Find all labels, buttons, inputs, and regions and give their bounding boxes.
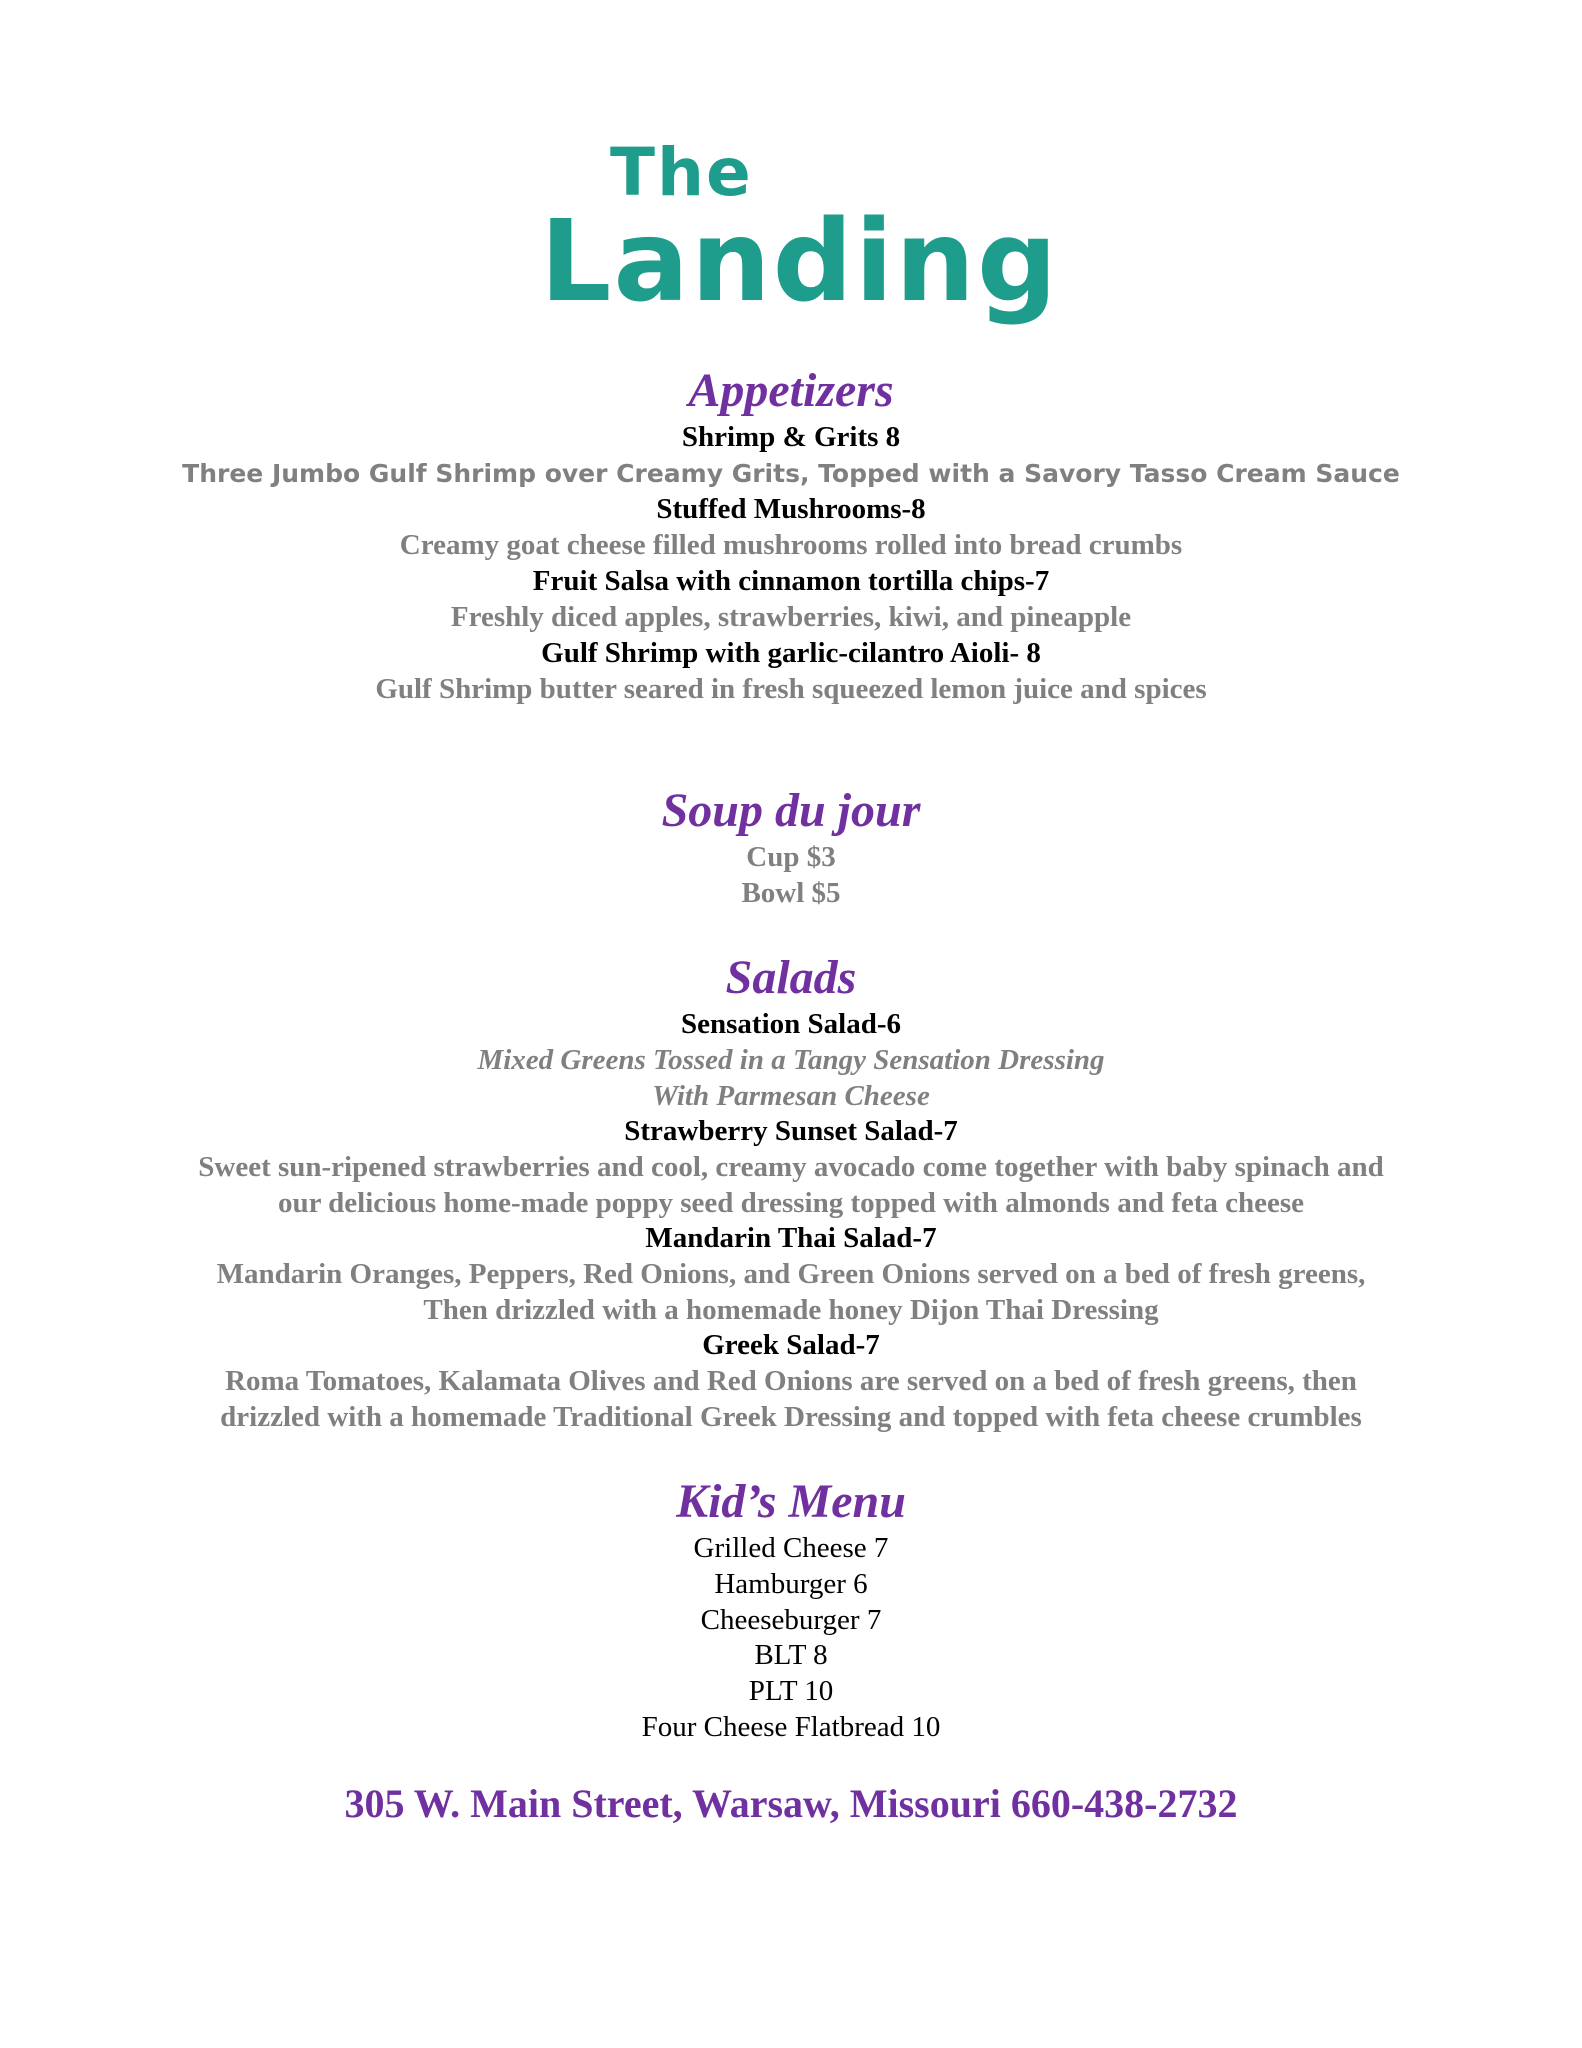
salad-description: drizzled with a homemade Traditional Greek Dressing and topped with feta cheese crumbles xyxy=(220,1401,1362,1433)
appetizer-name: Fruit Salsa with cinnamon tortilla chips-7 xyxy=(532,565,1050,597)
appetizer-description: Three Jumbo Gulf Shrimp over Creamy Grits, Topped with a Savory Tasso Cream Sauce xyxy=(182,459,1400,488)
salad-name: Sensation Salad-6 xyxy=(681,1008,901,1040)
logo-landing-text: Landing xyxy=(540,197,1060,327)
salad-description: Sweet sun-ripened strawberries and cool, creamy avocado come together with baby spinach and xyxy=(198,1151,1384,1183)
restaurant-address: 305 W. Main Street, Warsaw, Missouri 660-438-2732 xyxy=(344,1781,1238,1826)
appetizer-description: Creamy goat cheese filled mushrooms rolled into bread crumbs xyxy=(399,529,1183,561)
salad-description: With Parmesan Cheese xyxy=(652,1080,930,1112)
kids-menu-item: Four Cheese Flatbread 10 xyxy=(641,1711,941,1743)
kids-menu-item: Cheeseburger 7 xyxy=(700,1604,882,1636)
soup-bowl-price: Bowl $5 xyxy=(741,877,841,909)
appetizer-name: Shrimp & Grits 8 xyxy=(681,421,901,453)
salad-description: Mixed Greens Tossed in a Tangy Sensation Dressing xyxy=(477,1044,1105,1076)
appetizer-description: Gulf Shrimp butter seared in fresh squeezed lemon juice and spices xyxy=(375,673,1207,705)
soup-heading: Soup du jour xyxy=(661,784,921,837)
appetizer-name: Stuffed Mushrooms-8 xyxy=(656,493,926,525)
salad-name: Mandarin Thai Salad-7 xyxy=(645,1222,937,1254)
salad-name: Strawberry Sunset Salad-7 xyxy=(624,1115,958,1147)
salads-heading: Salads xyxy=(725,951,857,1004)
appetizer-name: Gulf Shrimp with garlic-cilantro Aioli- 8 xyxy=(541,637,1041,669)
salad-name: Greek Salad-7 xyxy=(702,1329,880,1361)
kids-menu-item: Grilled Cheese 7 xyxy=(693,1532,889,1564)
salad-description: Then drizzled with a homemade honey Dijon Thai Dressing xyxy=(423,1294,1159,1326)
appetizers-heading: Appetizers xyxy=(688,364,894,417)
salad-description: Mandarin Oranges, Peppers, Red Onions, and Green Onions served on a bed of fresh greens, xyxy=(216,1258,1366,1290)
kids-menu-item: PLT 10 xyxy=(748,1675,834,1707)
appetizer-description: Freshly diced apples, strawberries, kiwi, and pineapple xyxy=(450,601,1132,633)
soup-cup-price: Cup $3 xyxy=(746,841,836,873)
salad-description: Roma Tomatoes, Kalamata Olives and Red Onions are served on a bed of fresh greens, then xyxy=(225,1365,1357,1397)
kids-menu-heading: Kid’s Menu xyxy=(676,1475,906,1528)
logo-the-text: The xyxy=(610,134,753,211)
kids-menu-item: BLT 8 xyxy=(754,1639,828,1671)
kids-menu-item: Hamburger 6 xyxy=(714,1568,868,1600)
salad-description: our delicious home-made poppy seed dressing topped with almonds and feta cheese xyxy=(277,1187,1305,1219)
restaurant-logo xyxy=(530,134,1060,370)
